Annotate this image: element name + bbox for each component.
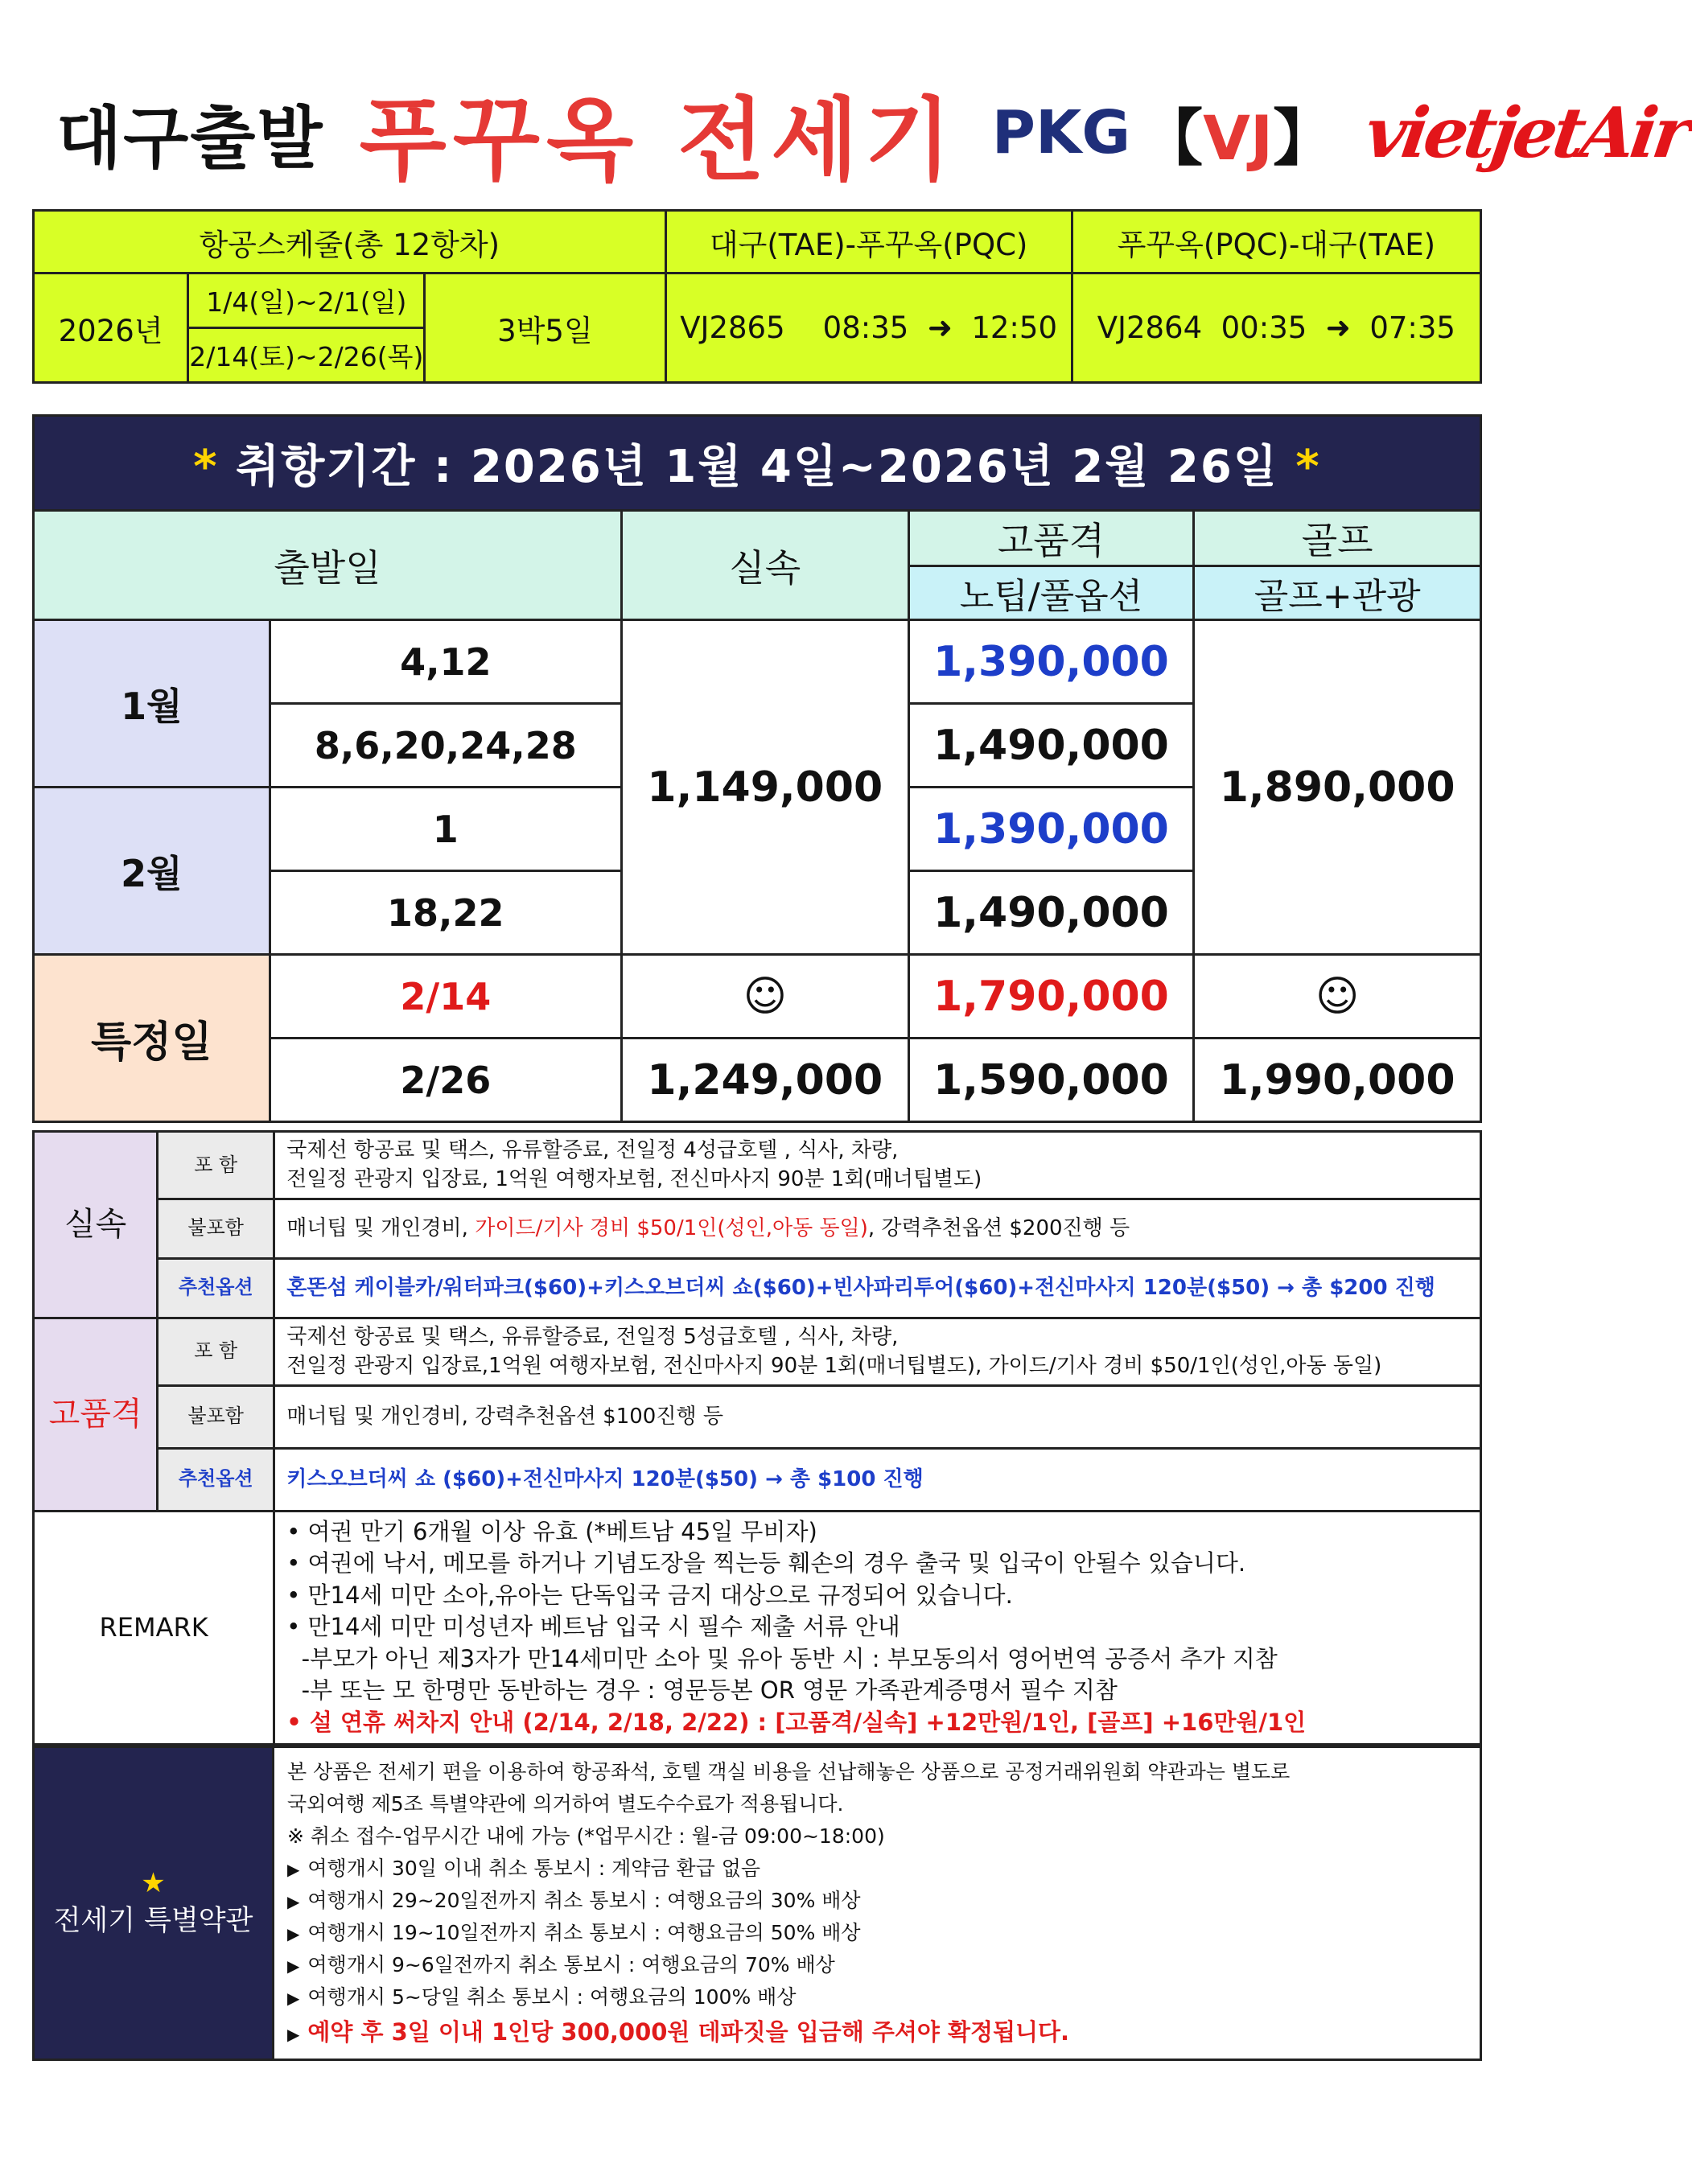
col-premium-sub: 노팁/풀옵션 [908,566,1194,620]
bracket-close: 】 [1273,101,1335,174]
exclude-label: 불포함 [158,1385,274,1448]
value-price: 1,249,000 [622,1039,909,1122]
star-icon: * [193,440,219,493]
col-value: 실속 [622,511,909,620]
exclude-label: 불포함 [158,1199,274,1258]
premium-include-line: 국제선 항공료 및 택스, 유류할증료, 전일정 5성급호텔 , 식사, 차량, [286,1324,899,1349]
special-terms-label-cell [34,1747,274,2060]
pkg-label: PKG [991,98,1131,167]
special-terms-label: 전세기 특별약관 [53,1904,253,1937]
value-exclude-text: , 강력추천옵션 $200진행 등 [867,1216,1130,1241]
terms-rule: ▶ 여행개시 29~20일전까지 취소 통보시 : 여행요금의 30% 배상 [287,1889,861,1912]
col-departure: 출발일 [34,511,622,620]
value-include-line: 국제선 항공료 및 택스, 유류할증료, 전일정 4성급호텔 , 식사, 차량, [286,1138,899,1162]
package-details-table [32,1130,1482,1746]
value-include-line: 전일정 관광지 입장료, 1억원 여행자보험, 전신마사지 90분 1회(매너팁별도) [286,1167,982,1192]
premium-option: 키스오브더씨 쇼 ($60)+전신마사지 120분($50) → 총 $100 진행 [274,1448,1481,1511]
premium-include-line: 전일정 관광지 입장료,1억원 여행자보험, 전신마사지 90분 1회(매너팁별도), 가이드/기사 경비 $50/1인(성인,아동 동일) [286,1354,1382,1379]
special-date: 2/26 [270,1039,621,1122]
value-option: 혼똔섬 케이블카/워터파크($60)+키스오브더씨 쇼($60)+빈사파리투어($60)+전신마사지 120분($50) → 총 $200 진행 [274,1258,1481,1318]
special-dates-label: 특정일 [34,955,270,1122]
flight-schedule-table [32,209,1482,384]
premium-include [274,1318,1481,1385]
remark-surcharge: • 설 연휴 써차지 안내 (2/14, 2/18, 2/22) : [고품격/실속] +12만원/1인, [골프] +16만원/1인 [286,1708,1307,1736]
month-february: 2월 [34,788,270,955]
premium-price: 1,490,000 [908,704,1194,788]
service-period-banner [34,416,1481,511]
value-group-label: 실속 [34,1132,158,1318]
star-icon: * [1295,440,1321,493]
vietjet-logo: vietjetAir [1361,92,1692,174]
special-date: 2/14 [270,955,621,1039]
date-range-2: 2/14(토)~2/26(목) [188,328,425,383]
terms-hours: ※ 취소 접수-업무시간 내에 가능 (*업무시간 : 월-금 09:00~18:00) [287,1824,885,1848]
play-arrow-icon: ▶ [287,1860,300,1879]
col-golf-sub: 골프+관광 [1194,566,1481,620]
trip-duration: 3박5일 [425,274,665,383]
play-arrow-icon: ▶ [287,1892,300,1911]
month-january: 1월 [34,620,270,788]
smile-icon: ☺ [622,955,909,1039]
play-arrow-icon: ▶ [287,1956,300,1976]
guide-fee-text: 가이드/기사 경비 $50/1인(성인,아동 동일) [475,1216,868,1241]
schedule-header: 항공스케줄(총 12항차) [34,211,666,274]
departure-dates: 18,22 [270,871,621,955]
price-table [32,414,1482,1123]
golf-price: 1,990,000 [1194,1039,1481,1122]
terms-intro: 본 상품은 전세기 편을 이용하여 항공좌석, 호텔 객실 비용을 선납해놓은 상품으로 공정거래위원회 약관과는 별도로 [287,1760,1291,1783]
col-golf: 골프 [1194,511,1481,566]
service-period: 취항기간 : 2026년 1월 4일~2026년 2월 26일 [236,440,1278,493]
deposit-notice: 예약 후 3일 이내 1인당 300,000원 데파짓을 입금해 주셔야 확정됩니다. [307,2018,1070,2046]
special-terms-text [274,1747,1481,2060]
date-range-1: 1/4(일)~2/1(일) [188,274,425,328]
premium-price: 1,390,000 [908,788,1194,871]
premium-price: 1,390,000 [908,620,1194,704]
remark-item: -부 또는 모 한명만 동반하는 경우 : 영문등본 OR 영문 가족관계증명서 필수 지참 [286,1676,1118,1705]
value-exclude [274,1199,1481,1258]
play-arrow-icon: ▶ [287,2025,300,2044]
outbound-route: 대구(TAE)-푸꾸옥(PQC) [665,211,1072,274]
inbound-flight: VJ2864 00:35 ➜ 07:35 [1072,274,1480,383]
value-include [274,1132,1481,1199]
premium-exclude: 매너팁 및 개인경비, 강력추천옵션 $100진행 등 [274,1385,1481,1448]
premium-price: 1,590,000 [908,1039,1194,1122]
terms-rule: ▶ 여행개시 19~10일전까지 취소 통보시 : 여행요금의 50% 배상 [287,1921,861,1944]
remark-item: • 만14세 미만 미성년자 베트남 입국 시 필수 제출 서류 안내 [286,1613,900,1641]
terms-rule: ▶ 여행개시 9~6일전까지 취소 통보시 : 여행요금의 70% 배상 [287,1953,835,1976]
premium-price: 1,490,000 [908,871,1194,955]
premium-group-label: 고품격 [34,1318,158,1511]
terms-intro: 국외여행 제5조 특별약관에 의거하여 별도수수료가 적용됩니다. [287,1792,844,1816]
terms-rule: ▶ 여행개시 5~당일 취소 통보시 : 여행요금의 100% 배상 [287,1985,797,2009]
remark-item: • 만14세 미만 소아,유아는 단독입국 금지 대상으로 규정되어 있습니다. [286,1581,1013,1609]
include-label: 포 함 [158,1318,274,1385]
origin-title: 대구출발 [56,98,324,178]
bracket-open: 【 [1142,101,1204,174]
value-price: 1,149,000 [622,620,909,955]
remark-list [274,1511,1481,1744]
smile-icon: ☺ [1194,955,1481,1039]
airline-code [1142,89,1334,177]
option-label: 추천옵션 [158,1448,274,1511]
remark-label: REMARK [34,1511,274,1744]
special-terms-table [32,1746,1482,2061]
option-label: 추천옵션 [158,1258,274,1318]
terms-rule: ▶ 여행개시 30일 이내 취소 통보시 : 계약금 환급 없음 [287,1857,761,1880]
remark-item: • 여권 만기 6개월 이상 유효 (*베트남 45일 무비자) [286,1518,817,1546]
terms-rule [287,2013,1467,2050]
play-arrow-icon: ▶ [287,1924,300,1943]
departure-dates: 1 [270,788,621,871]
destination-title: 푸꾸옥 전세기 [359,88,958,193]
value-exclude-text: 매너팁 및 개인경비, [286,1216,475,1241]
outbound-flight: VJ2865 08:35 ➜ 12:50 [665,274,1072,383]
departure-dates: 8,6,20,24,28 [270,704,621,788]
premium-price: 1,790,000 [908,955,1194,1039]
page-title [56,76,1692,193]
inbound-route: 푸꾸옥(PQC)-대구(TAE) [1072,211,1480,274]
col-premium: 고품격 [908,511,1194,566]
departure-dates: 4,12 [270,620,621,704]
remark-item: • 여권에 낙서, 메모를 하거나 기념도장을 찍는등 훼손의 경우 출국 및 입국이 안될수 있습니다. [286,1549,1246,1577]
golf-price: 1,890,000 [1194,620,1481,955]
play-arrow-icon: ▶ [287,1989,300,2008]
airline-code-text: VJ [1203,101,1274,174]
remark-item: -부모가 아닌 제3자가 만14세미만 소아 및 유아 동반 시 : 부모동의서 영어번역 공증서 추가 지참 [286,1644,1278,1672]
star-icon: ★ [141,1866,166,1899]
include-label: 포 함 [158,1132,274,1199]
schedule-year: 2026년 [34,274,188,383]
